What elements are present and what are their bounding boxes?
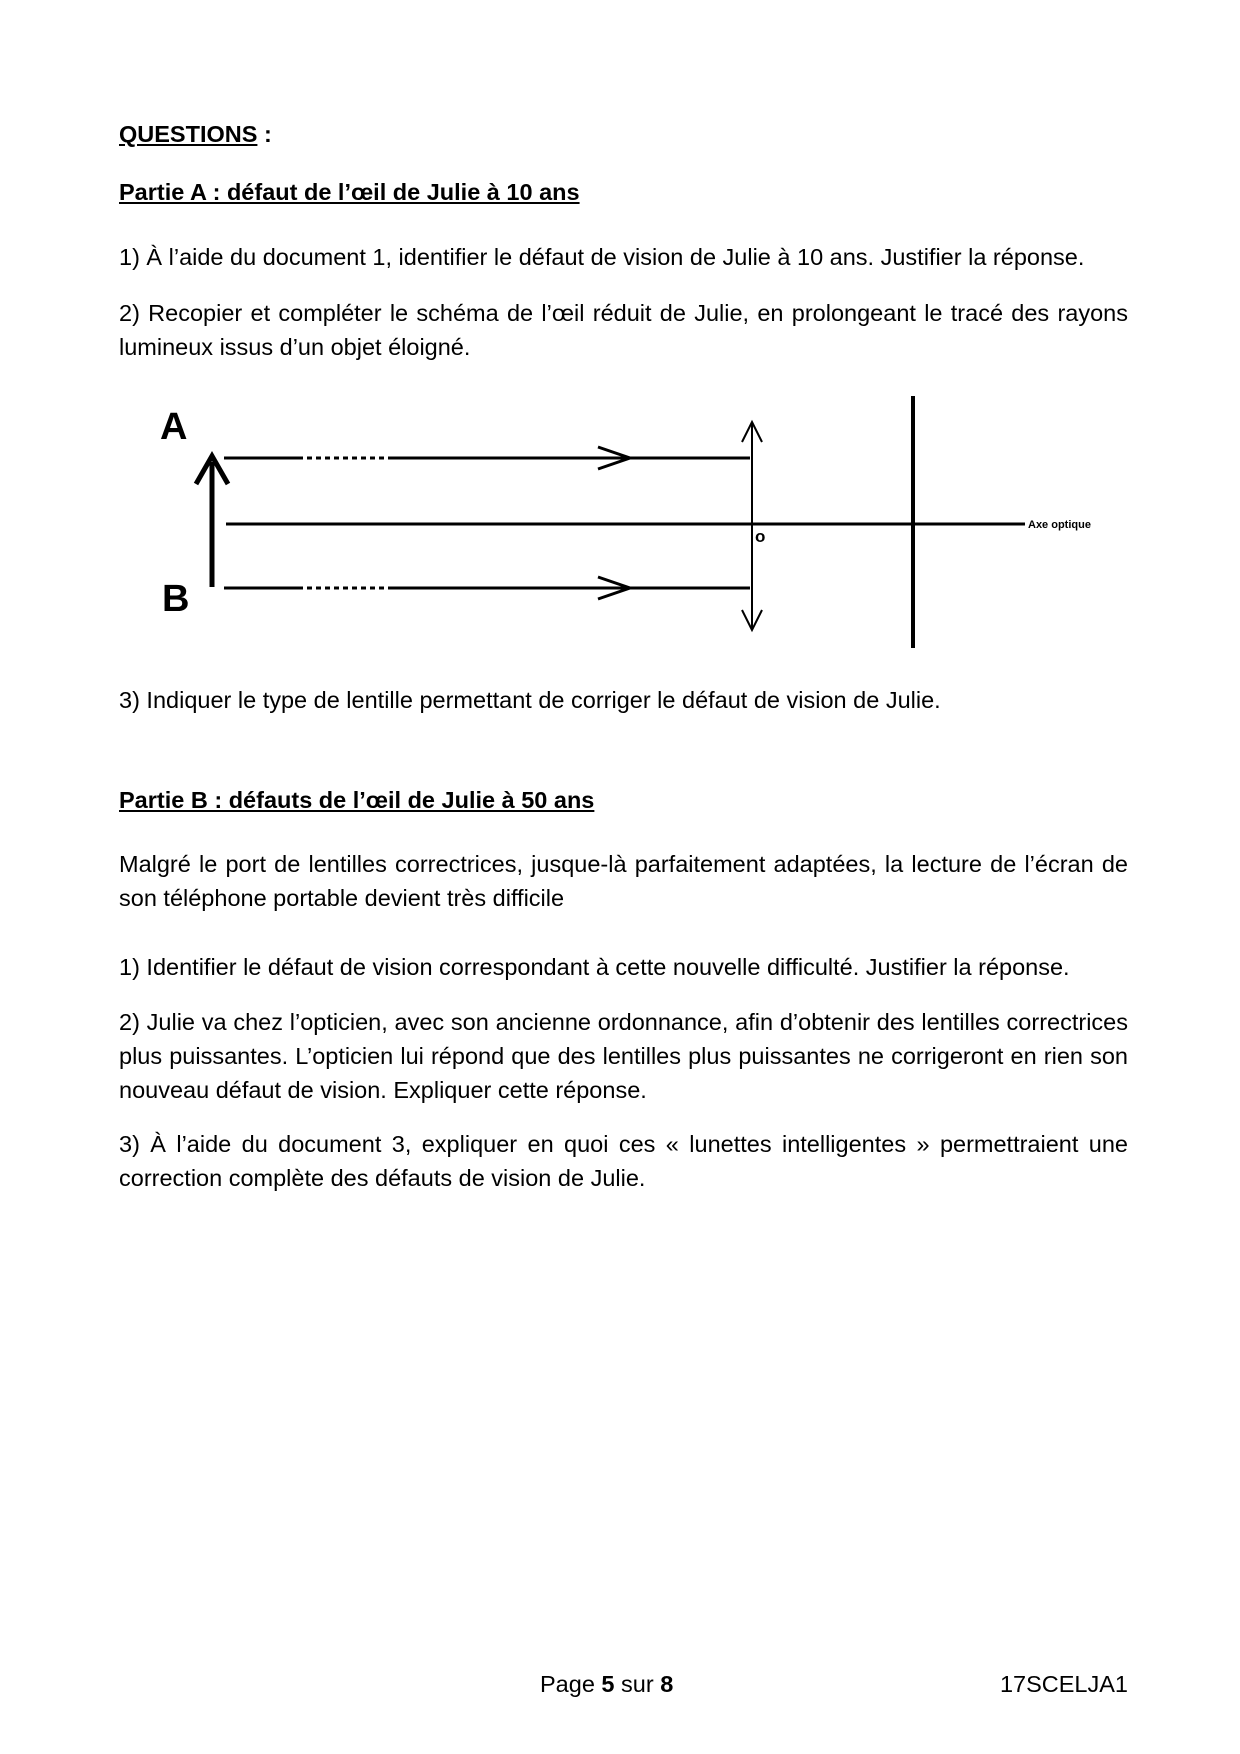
- questions-title: QUESTIONS :: [119, 121, 272, 147]
- part-b-heading: Partie B : défauts de l’œil de Julie à 50 ans: [119, 787, 595, 813]
- label-o: o: [755, 527, 766, 546]
- reduced-eye-diagram: [150, 390, 1110, 660]
- part-a-question-1: 1) À l’aide du document 1, identifier le défaut de vision de Julie à 10 ans. Justifier la réponse.: [119, 244, 1085, 270]
- part-a-question-2: 2) Recopier et compléter le schéma de l’œil réduit de Julie, en prolongeant le tracé des rayons lumineux issus d’un objet éloigné.: [119, 300, 1128, 360]
- part-b-question-1: 1) Identifier le défaut de vision correspondant à cette nouvelle difficulté. Justifier la réponse.: [119, 954, 1070, 980]
- page-number: Page 5 sur 8: [540, 1671, 674, 1697]
- reduced-eye-svg: [150, 390, 1110, 660]
- label-a: A: [160, 406, 188, 448]
- part-a-heading: Partie A : défaut de l’œil de Julie à 10 ans: [119, 179, 580, 205]
- part-b-question-3: 3) À l’aide du document 3, expliquer en quoi ces « lunettes intelligentes » permettraient une correction complète des défauts de vision de Julie.: [119, 1131, 1128, 1191]
- document-code: 17SCELJA1: [999, 1671, 1128, 1697]
- part-b-intro: Malgré le port de lentilles correctrices, jusque-là parfaitement adaptées, la lecture de l’écran de son téléphone portable devient très difficile: [119, 851, 1128, 911]
- part-a-question-3: 3) Indiquer le type de lentille permettant de corriger le défaut de vision de Julie.: [119, 687, 941, 713]
- optical-axis-label: Axe optique: [1028, 519, 1091, 531]
- label-b: B: [162, 578, 190, 620]
- part-b-question-2: 2) Julie va chez l’opticien, avec son ancienne ordonnance, afin d’obtenir des lentilles correctrices plus puissantes. L’opticien lui répond que des lentilles plus puissantes ne corrigeront en rien son nouveau défaut de vision. Expliquer cette réponse.: [119, 1009, 1128, 1103]
